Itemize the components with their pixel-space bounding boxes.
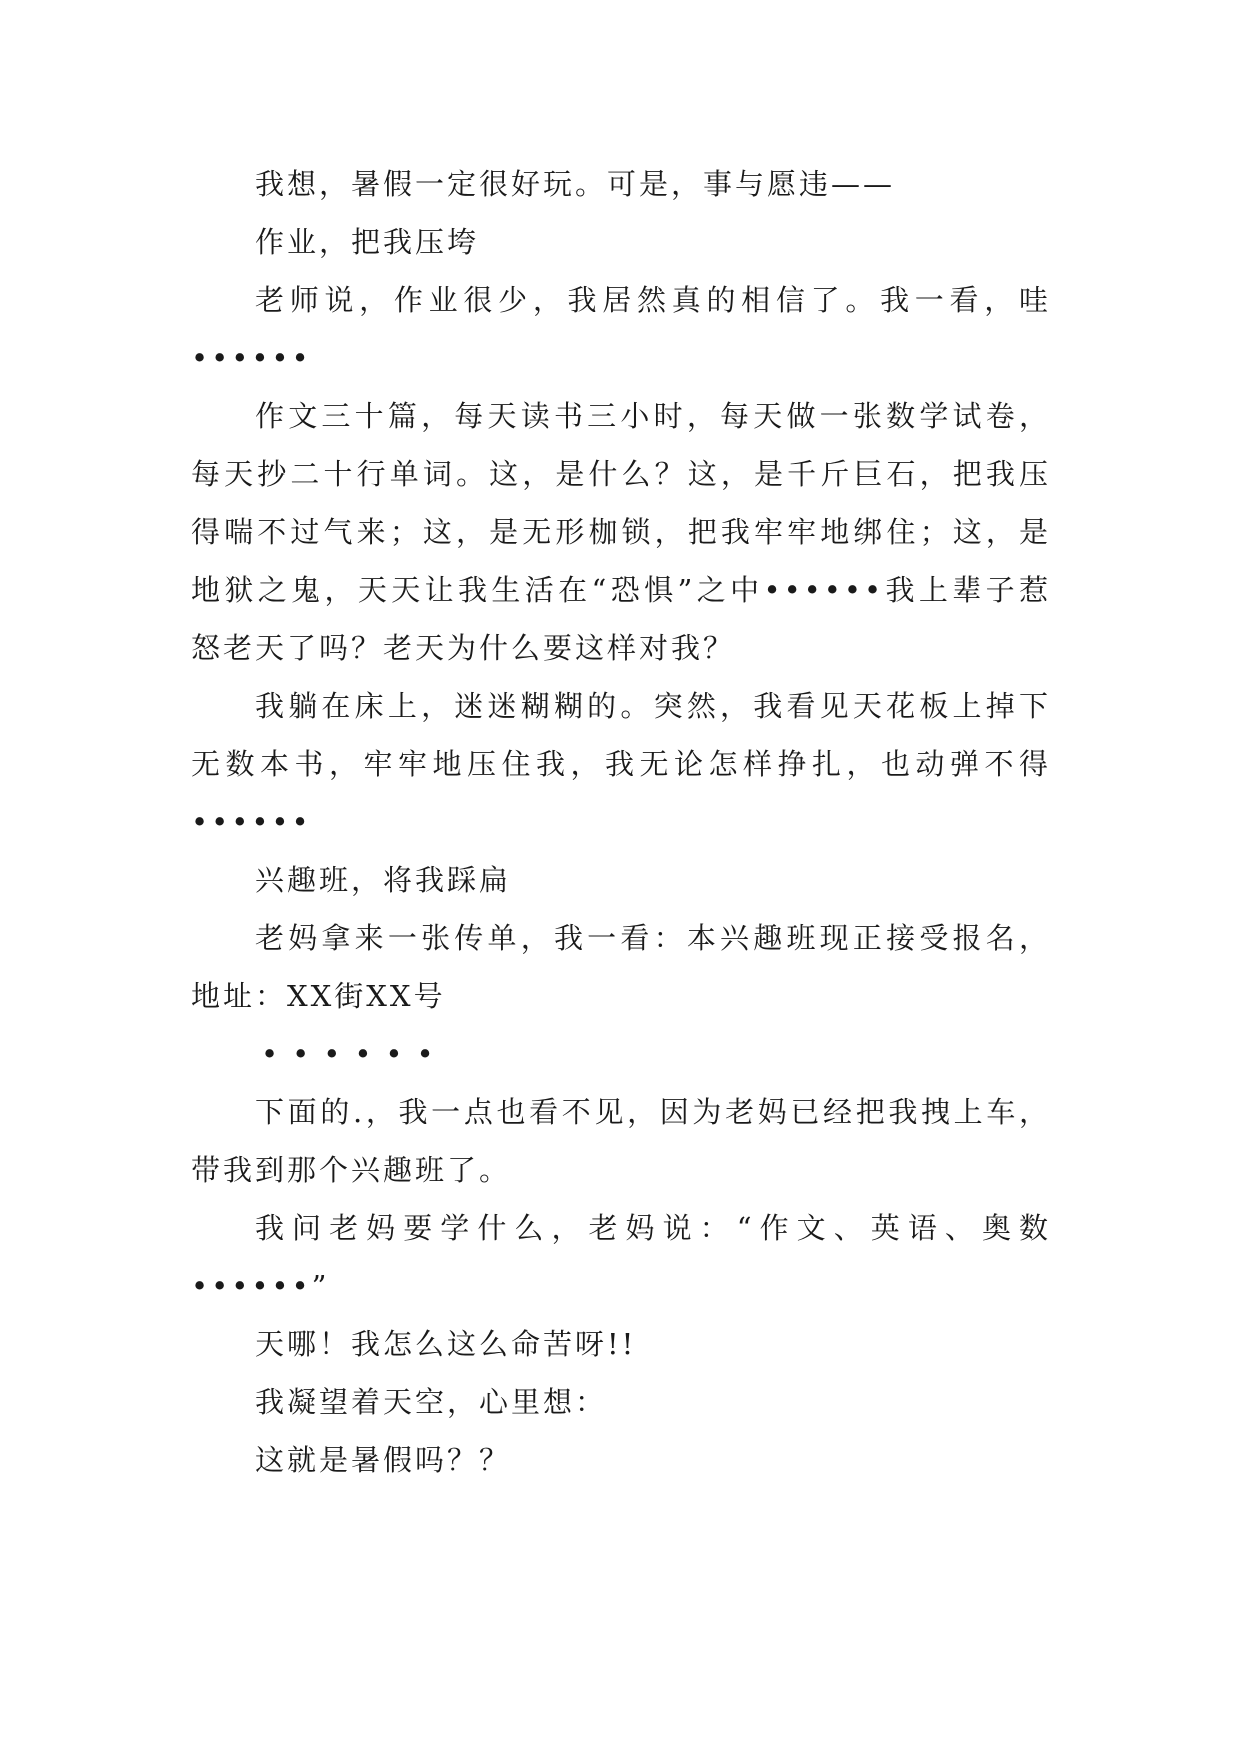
paragraph: 我问老妈要学什么，老妈说：“作文、英语、奥数••••••” bbox=[191, 1211, 1051, 1303]
paragraph: 老师说，作业很少，我居然真的相信了。我一看，哇•••••• bbox=[191, 283, 1051, 375]
paragraph: 我想，暑假一定很好玩。可是，事与愿违—— bbox=[255, 167, 896, 201]
document-body bbox=[191, 155, 1051, 1489]
paragraph: 天哪！我怎么这么命苦呀!! bbox=[255, 1327, 637, 1361]
paragraph: 下面的.，我一点也看不见，因为老妈已经把我拽上车，带我到那个兴趣班了。 bbox=[191, 1095, 1051, 1187]
section-heading: 兴趣班，将我踩扁 bbox=[255, 863, 512, 897]
paragraph: 我凝望着天空，心里想： bbox=[255, 1385, 608, 1419]
paragraph: 老妈拿来一张传单，我一看：本兴趣班现正接受报名，地址：XX街XX号 bbox=[191, 921, 1051, 1013]
paragraph: 作文三十篇，每天读书三小时，每天做一张数学试卷，每天抄二十行单词。这，是什么？这，是千斤巨石，把我压得喘不过气来；这，是无形枷锁，把我牢牢地绑住；这，是地狱之鬼，天天让我生活在“恐惧”之中••••••我上辈子惹怒老天了吗？老天为什么要这样对我？ bbox=[191, 399, 1051, 665]
ellipsis-line: •••••• bbox=[261, 1037, 448, 1071]
paragraph: 这就是暑假吗？？ bbox=[255, 1443, 512, 1477]
section-heading: 作业，把我压垮 bbox=[255, 225, 480, 259]
paragraph: 我躺在床上，迷迷糊糊的。突然，我看见天花板上掉下无数本书，牢牢地压住我，我无论怎样挣扎，也动弹不得•••••• bbox=[191, 689, 1051, 839]
